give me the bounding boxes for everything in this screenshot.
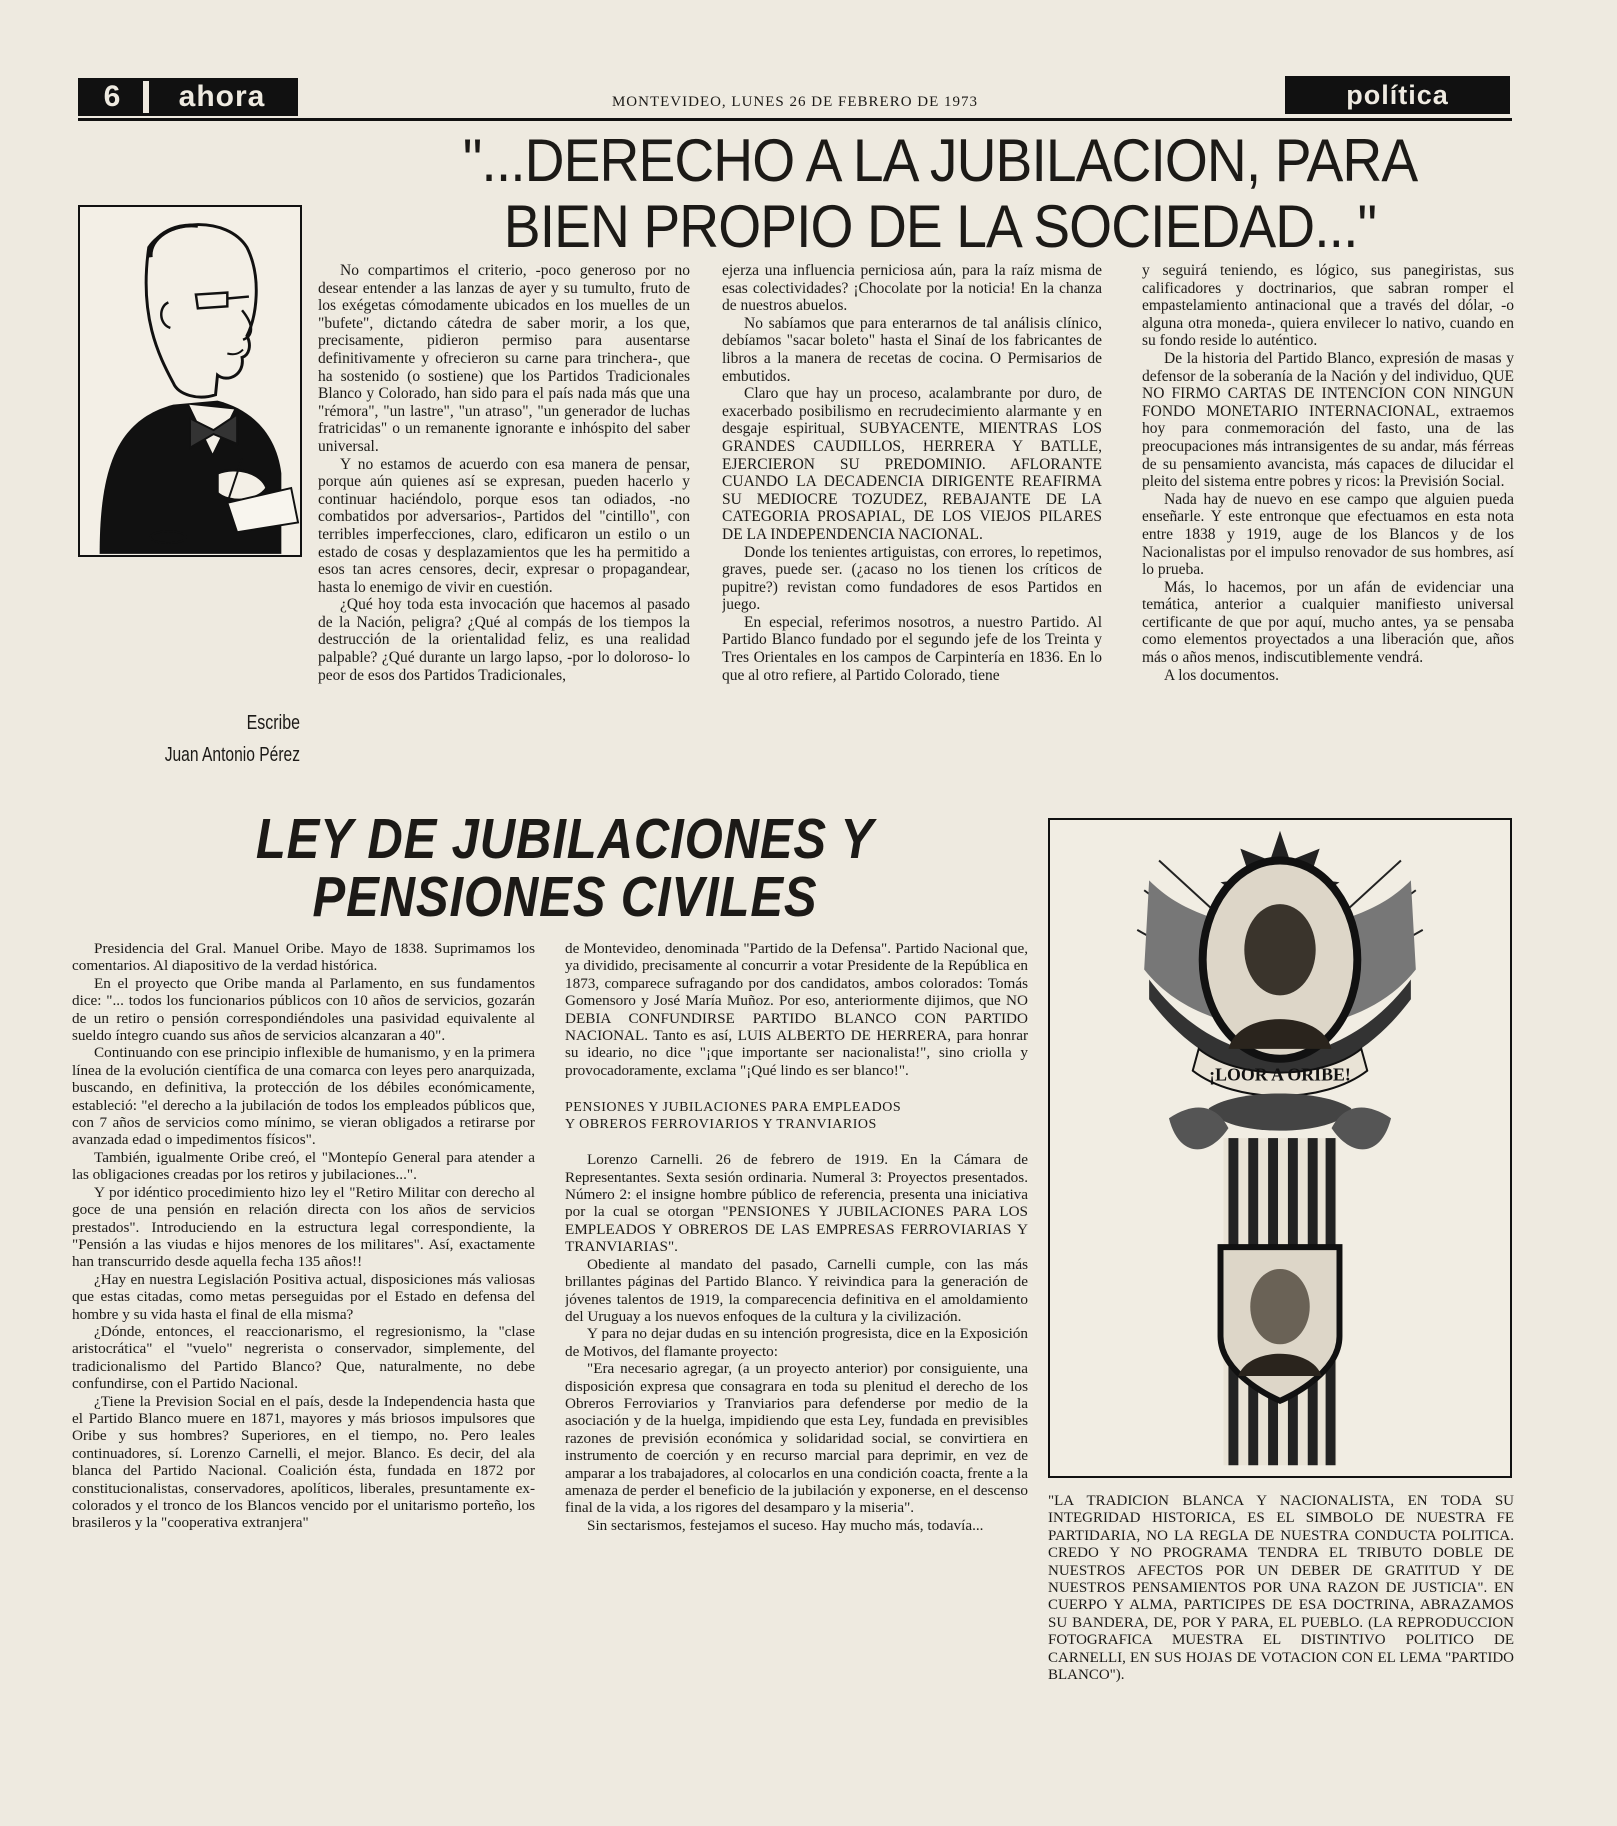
emblem-drawing: [1050, 820, 1510, 1476]
paper-name: ahora: [149, 81, 295, 113]
paragraph: A los documentos.: [1164, 666, 1279, 684]
article-column-1: [318, 262, 690, 802]
paragraph: Sin sectarismos, festejamos el suceso. Hay mucho más, todavía...: [587, 1516, 984, 1534]
section-headline-line-2: PENSIONES CIVILES: [312, 865, 818, 929]
paragraph: En especial, referimos nosotros, a nuestro Partido. Al Partido Blanco fundado por el segundo jefe de los Treinta y Tres Orientales en los campos de Carpintería en 1836. En lo que al otro refiere, al Partido Colorado, tiene: [722, 613, 1102, 684]
paragraph: ¿Qué hoy toda esta invocación que hacemos al pasado de la Nación, peligra? ¿Qué al compás de los tiempos la destrucción de la orientalidad feliz, es una realidad palpable? ¿Qué durante un largo lapso, -por lo doloroso- lo peor de esos dos Partidos Tradicionales,: [318, 596, 690, 684]
article-column-2: [722, 262, 1102, 802]
paper-masthead: [78, 78, 298, 116]
caricature-drawing: [80, 207, 300, 555]
paragraph: "Era necesario agregar, (a un proyecto anterior) por consiguiente, una disposición expresa que consagrara en toda su plenitud el derecho de los Obreros Ferroviarios y Tranviarios para defenderse por medio de la asociación y de la huelga, impidiendo que esta Ley, fundada en previsibles razones de previsión económica y solidaridad social, se convirtiera en instrumento de coerción y en recurso marcial para deprimir, en vez de amparar a los trabajadores, al colocarlos en una condición coacta, frente a la amenaza de perder el beneficio de la jubilación y exponerse, en el descenso final de la vida, a los rigores del desamparo y la miseria".: [565, 1360, 1028, 1517]
page-number: 6: [81, 81, 143, 113]
paragraph: Obediente al mandato del pasado, Carnelli cumple, con las más brillantes páginas del Partido Blanco. Y reivindica para la generación de jóvenes talentos de 1919, la comparecencia definitiva en el amoldamiento del Uruguay a los nuevos enfoques de la cultura y la civilización.: [565, 1255, 1028, 1325]
section-headline-line-1: LEY DE JUBILACIONES Y: [255, 807, 875, 871]
paragraph: No sabíamos que para enterarnos de tal análisis clínico, debíamos "sacar boleto" hasta el Sinaí de los fabricantes de libros a la manera de recetas de cocina. O Permisarios de embutidos.: [722, 314, 1102, 385]
paragraph: Donde los tenientes artiguistas, con errores, lo repetimos, graves, puede ser. (¿acaso no los tienen los críticos de pupitre?) revistan como fundadores de esos Partidos en juego.: [722, 543, 1102, 614]
paragraph: ¿Hay en nuestra Legislación Positiva actual, disposiciones más valiosas que estas citadas, como metas perseguidas por el Estado en defensa del hombre y su vida hasta el final de ella misma?: [72, 1270, 535, 1323]
paragraph: De la historia del Partido Blanco, expresión de masas y defensor de la soberanía de la Nación y del individuo, QUE NO FIRMO CARTAS DE INTENCION CON NINGUN FONDO MONETARIO INTERNACIONAL, extraemos hoy para conmemoración del fasto, una de las preocupaciones más intransigentes de su andar, más férreas de su pensamiento avancista, más capaces de dilucidar el pleito del sistema entre pobres y ricos: la Previsión Social.: [1142, 349, 1514, 491]
paragraph: También, igualmente Oribe creó, el "Montepío General para atender a las obligaciones creadas por los retiros y jubilaciones...".: [72, 1148, 535, 1184]
paragraph: Nada hay de nuevo en ese campo que alguien pueda enseñarle. Y este entronque que efectuamos en esta nota entre 1838 y 1919, auge de los Blancos y de los Nacionalistas por el impulso renovador de sus hombres, así lo prueba.: [1142, 490, 1514, 579]
emblem-caption: "LA TRADICION BLANCA Y NACIONALISTA, EN TODA SU INTEGRIDAD HISTORICA, ES EL SIMBOLO DE NUESTRA FE PARTIDARIA, NO LA REGLA DE NUESTRA CONDUCTA POLITICA. CREDO Y NO PROGRAMA TENDRA EL TRIBUTO DOBLE DE NUESTROS AFECTOS POR UN DEBER DE GRATITUD Y DE NUESTROS PENSAMIENTOS POR UNA RAZON DE JUSTICIA". EN CUERPO Y ALMA, PARTICIPES DE ESA DOCTRINA, ABRAZAMOS SU BANDERA, DE, POR Y PARA, EL PUEBLO. (LA REPRODUCCION FOTOGRAFICA MUESTRA EL DISTINTIVO POLITICO DE CARNELLI, EN SUS HOJAS DE VOTACION CON EL LEMA "PARTIDO BLANCO").: [1048, 1493, 1514, 1684]
masthead-rule: [78, 118, 1512, 121]
headline-line-2: BIEN PROPIO DE LA SOCIEDAD...": [503, 193, 1377, 260]
article-column-5: [565, 940, 1028, 1810]
political-emblem-photo: [1048, 818, 1512, 1478]
subheading-line-1: PENSIONES Y JUBILACIONES PARA EMPLEADOS: [565, 1100, 902, 1116]
paragraph: Y por idéntico procedimiento hizo ley el "Retiro Militar con derecho al goce de una pensión en relación directa con los años de servicios prestados". Introduciendo en la estructura legal correspondiente, la "Pensión a las viudas e hijos menores de los militares". Así, exactamente han transcurrido desde aquella fecha 135 años!!: [72, 1183, 535, 1271]
paragraph: ¿Tiene la Prevision Social en el país, desde la Independencia hasta que el Partido Blanco muere en 1871, mayores y más briosos impulsores que Oribe y sus hombres? Superiores, en el tiempo, no. Pero leales continuadores, sí. Lorenzo Carnelli, el mejor. Blanco. Es decir, del ala blanca del Partido Nacional. Coalición ésta, fundada en 1872 por constitucionalistas, conservadores, apolíticos, liberales, presuntamente ex-colorados y el tronco de los Blancos vencido por el unitarismo porteño, los brasileros y la "cooperativa extranjera": [72, 1392, 535, 1532]
paragraph: Y no estamos de acuerdo con esa manera de pensar, porque aún quienes así se expresan, pueden hacerlo y continuar haciéndolo, porque esos tan odiados, -no combatidos por adversarios-, Partidos del "cintillo", con terribles imperfecciones, claro, edificaron un estilo o un estado de cosas y desplazamientos que les ha permitido a esos tan acres censores, decir, expresar o propagandear, hasta lo enemigo de vivir en cuestión.: [318, 455, 690, 596]
section-label: política: [1285, 76, 1510, 114]
emblem-banner-text: ¡LOOR A ORIBE!: [1209, 1064, 1351, 1085]
paragraph: ejerza una influencia perniciosa aún, para la raíz misma de esas colectividades? ¡Chocolate por la noticia! En la chanza de nuestros abuelos.: [722, 262, 1102, 315]
paragraph: No compartimos el criterio, -poco generoso por no desear entender a las lanzas de ayer y su tumulto, fruto de los exégetas cómodamente ubicados en los muelles de un "bufete", dictando cátedra de saber morir, a los que, precisamente, pidieron permiso para ausentarse definitivamente y ofrecieron su carne para trinchera-, que ha sostenido (o sostiene) que los Partidos Tradicionales Blanco y Colorado, han sido para el país nada más que una "rémora", "un lastre", "un atraso", "un generador de luchas fratricidas" o un remanente ignorante e inhóspito del saber universal.: [318, 262, 690, 455]
byline-author: Juan Antonio Pérez: [164, 744, 300, 766]
paragraph: En el proyecto que Oribe manda al Parlamento, en sus fundamentos dice: "... todos los funcionarios públicos con 10 años de servicios, gozarán de un retiro o pensión correspondiéndoles una pasividad equivalente al sueldo íntegro cuando sus años de servicios alcanzaran a 40".: [72, 974, 535, 1045]
paragraph: Lorenzo Carnelli. 26 de febrero de 1919. En la Cámara de Representantes. Sexta sesión ordinaria. Numeral 3: Proyectos presentados. Número 2: el insigne hombre público de referencia, presenta una iniciativa por la cual se otorgan "PENSIONES Y JUBILACIONES PARA LOS EMPLEADOS Y OBREROS DE LAS EMPRESAS FERROVIARIAS Y TRANVIARIAS".: [565, 1151, 1028, 1256]
paragraph: Continuando con ese principio inflexible de humanismo, y en la primera línea de la evolución científica de una comarca con leyes pero anarquizada, buscando, en definitiva, la protección de los débiles económicamente, estableció: "el derecho a la jubilación de todos los empleados públicos que, con 7 años de servicios como mínimo, se vieran obligados a retirarse por avanzada edad o impedimentos físicos".: [72, 1044, 535, 1149]
article-column-4: [72, 940, 535, 1810]
byline-prefix: Escribe: [246, 712, 300, 734]
subheading-line-2: Y OBREROS FERROVIARIOS Y TRANVIARIOS: [565, 1117, 877, 1133]
headline-line-1: "...DERECHO A LA JUBILACION, PARA: [462, 127, 1418, 194]
author-caricature: [78, 205, 302, 557]
paragraph: de Montevideo, denominada "Partido de la Defensa". Partido Nacional que, ya dividido, precisamente al concurrir a votar Presidente de la República en 1873, comparece sufragando por dos candidatos, ambos colorados: Tomás Gomensoro y José María Muñoz. Por eso, anteriormente dijimos, que NO DEBIA CONFUNDIRSE PARTIDO BLANCO CON PARTIDO NACIONAL. Tanto es así, LUIS ALBERTO DE HERRERA, para honrar su ideario, no dice "¡que importante ser nacionalista!", sino criolla y provocadoramente, exclama "¡Qué lindo es ser blanco!".: [565, 940, 1028, 1079]
dateline: MONTEVIDEO, LUNES 26 DE FEBRERO DE 1973: [611, 94, 979, 110]
paragraph: Más, lo hacemos, por un afán de evidenciar una temática, anterior a cualquier manifiesto universal certificante de que por aquí, mucho antes, ya se pensaba como elementos proyectados a una liberación que, años más o años menos, indiscutiblemente vendrá.: [1142, 578, 1514, 667]
paragraph: Y para no dejar dudas en su intención progresista, dice en la Exposición de Motivos, del flamante proyecto:: [565, 1325, 1028, 1360]
paragraph: ¿Dónde, entonces, el reaccionarismo, el regresionismo, la "clase aristocrática" el "vuelo" negrerista o conservador, simplemente, del tradicionalismo del Partido Blanco? Que, naturalmente, no debe confundirse, con el Partido Nacional.: [72, 1322, 535, 1393]
subheading: [565, 1099, 1028, 1133]
main-headline: [416, 128, 1465, 260]
paragraph: Claro que hay un proceso, acalambrante por duro, de exacerbado posibilismo en recrudecimiento alarmante y en desgaje espiritual, SUBYACENTE, MIENTRAS LOS GRANDES CAUDILLOS, HERRERA Y BATLLE, EJERCIERON SU PREDOMINIO. AFLORANTE CUANDO LA DECADENCIA DIRIGENTE REAFIRMA SU MEDIOCRE TOZUDEZ, REBAJANTE DE LA CATEGORIA PROSAPIAL, DE LOS VIEJOS PILARES DE LA INDEPENDENCIA NACIONAL.: [722, 385, 1102, 543]
paragraph: Presidencia del Gral. Manuel Oribe. Mayo de 1838. Suprimamos los comentarios. Al diapositivo de la verdad histórica.: [72, 940, 535, 975]
article-column-3: [1142, 262, 1514, 806]
section-headline: [225, 807, 904, 929]
paragraph: y seguirá teniendo, es lógico, sus panegiristas, sus calificadores y doctrinarios, que sabran romper el empastelamiento antinacional que a través del dólar, -o alguna otra moneda-, quiera envilecer lo nativo, cuando en su fondo reside lo auténtico.: [1142, 262, 1514, 350]
